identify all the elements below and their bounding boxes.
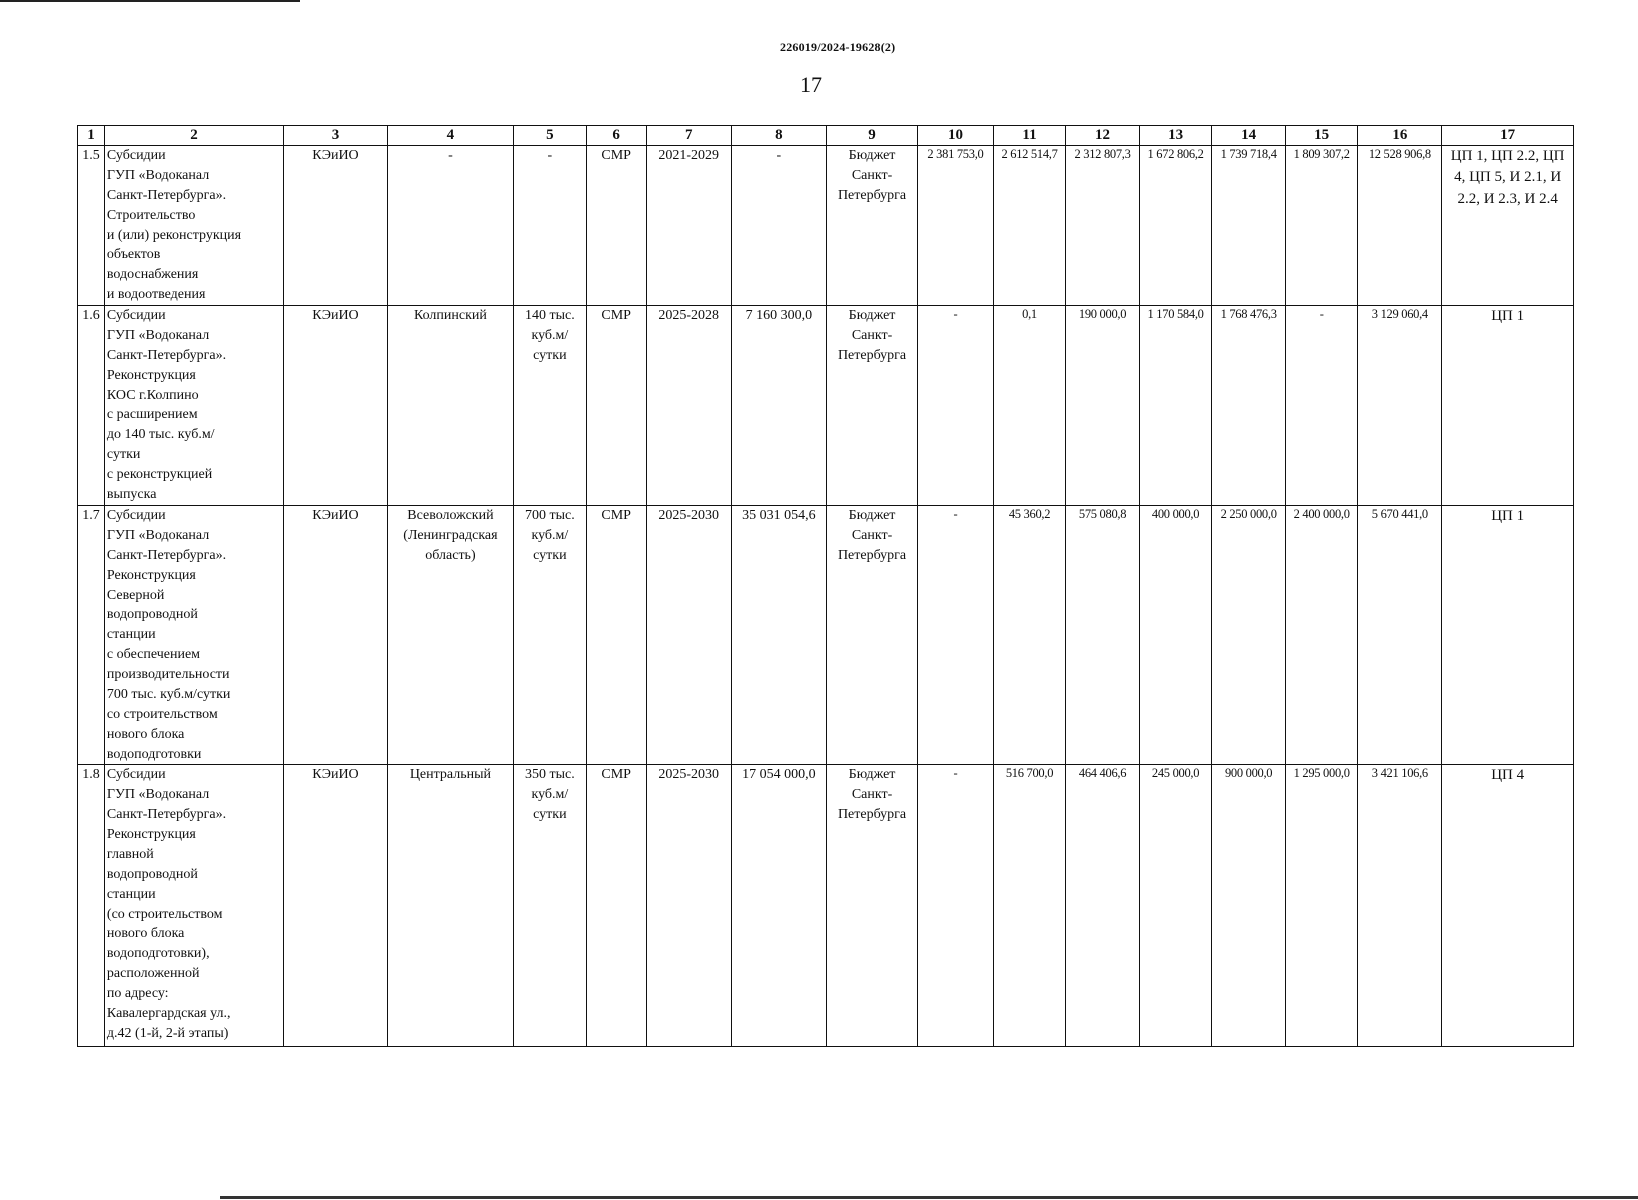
- amount-col-13: 245 000,0: [1139, 765, 1212, 1047]
- measure-name-line: выпуска: [106, 486, 157, 502]
- total-cost: 7 160 300,0: [731, 306, 826, 506]
- district: Колпинский: [387, 306, 513, 506]
- measure-name-line: Северной: [106, 587, 165, 603]
- document-registration-number: 226019/2024-19628(2): [780, 40, 896, 54]
- subsidies-table: [77, 125, 1574, 1047]
- amount-col-10: -: [918, 506, 994, 765]
- amount-col-11: 2 612 514,7: [993, 146, 1066, 306]
- amount-col-12: 190 000,0: [1066, 306, 1140, 506]
- column-number: 6: [586, 126, 646, 146]
- table-row: [78, 506, 1574, 765]
- measure-name-line: Кавалергардская ул.,: [106, 1005, 231, 1021]
- measure-name-line: водопроводной: [106, 607, 198, 623]
- measure-name-line: станции: [106, 886, 156, 902]
- measure-name-line: Санкт-Петербурга».: [106, 187, 227, 203]
- measure-name-line: (со строительством: [106, 906, 223, 922]
- amount-col-11: 45 360,2: [993, 506, 1066, 765]
- column-number: 11: [993, 126, 1066, 146]
- measure-name-line: Субсидии: [106, 148, 166, 163]
- work-type: СМР: [586, 506, 646, 765]
- period: 2025-2028: [646, 306, 731, 506]
- column-number: 12: [1066, 126, 1140, 146]
- period: 2021-2029: [646, 146, 731, 306]
- goal-indicators: ЦП 1: [1442, 506, 1574, 765]
- measure-name-line: со строительством: [106, 706, 218, 722]
- column-number: 10: [918, 126, 994, 146]
- measure-name-line: Реконструкция: [106, 367, 196, 383]
- measure-name-line: ГУП «Водоканал: [106, 787, 210, 803]
- measure-name-line: водоснабжения: [106, 267, 199, 283]
- measure-name-line: нового блока: [106, 726, 185, 742]
- scan-edge-bottom: [220, 1196, 1638, 1199]
- measure-name: [104, 765, 283, 1047]
- amount-col-16-total: 3 421 106,6: [1358, 765, 1442, 1047]
- row-number: 1.7: [78, 506, 105, 765]
- measure-name-line: станции: [106, 627, 156, 643]
- column-number: 17: [1442, 126, 1574, 146]
- measure-name-line: Санкт-Петербурга».: [106, 547, 227, 563]
- column-number: 7: [646, 126, 731, 146]
- column-number: 13: [1139, 126, 1212, 146]
- column-number: 14: [1212, 126, 1286, 146]
- measure-name-line: с расширением: [106, 407, 198, 423]
- measure-name-line: д.42 (1-й, 2-й этапы): [106, 1025, 229, 1041]
- measure-name-line: водопроводной: [106, 866, 198, 882]
- column-number: 1: [78, 126, 105, 146]
- district: -: [387, 146, 513, 306]
- amount-col-11: 0,1: [993, 306, 1066, 506]
- measure-name-line: 700 тыс. куб.м/сутки: [106, 686, 231, 702]
- measure-name-line: Субсидии: [106, 508, 166, 523]
- column-number-row: [78, 126, 1574, 146]
- district: Всеволожский (Ленинградская область): [387, 506, 513, 765]
- amount-col-16-total: 12 528 906,8: [1358, 146, 1442, 306]
- amount-col-16-total: 5 670 441,0: [1358, 506, 1442, 765]
- amount-col-10: -: [918, 765, 994, 1047]
- amount-col-13: 400 000,0: [1139, 506, 1212, 765]
- amount-col-14: 1 768 476,3: [1212, 306, 1286, 506]
- table-row: [78, 765, 1574, 1047]
- amount-col-12: 575 080,8: [1066, 506, 1140, 765]
- executor: КЭиИО: [284, 765, 388, 1047]
- measure-name-line: с реконструкцией: [106, 467, 213, 482]
- row-number: 1.8: [78, 765, 105, 1047]
- amount-col-15: 1 809 307,2: [1285, 146, 1358, 306]
- amount-col-15: 2 400 000,0: [1285, 506, 1358, 765]
- measure-name-line: Санкт-Петербурга».: [106, 347, 227, 363]
- amount-col-16-total: 3 129 060,4: [1358, 306, 1442, 506]
- amount-col-14: 1 739 718,4: [1212, 146, 1286, 306]
- amount-col-15: -: [1285, 306, 1358, 506]
- column-number: 15: [1285, 126, 1358, 146]
- funding-source: Бюджет Санкт-Петербурга: [826, 306, 917, 506]
- measure-name-line: нового блока: [106, 926, 185, 942]
- period: 2025-2030: [646, 765, 731, 1047]
- measure-name-line: производительности: [106, 667, 230, 682]
- funding-source: Бюджет Санкт-Петербурга: [826, 506, 917, 765]
- scan-edge-top: [0, 0, 300, 2]
- column-number: 3: [284, 126, 388, 146]
- measure-name-line: и водоотведения: [106, 287, 206, 303]
- measure-name-line: с обеспечением: [106, 647, 201, 663]
- measure-name-line: КОС г.Колпино: [106, 387, 199, 403]
- goal-indicators: ЦП 1, ЦП 2.2, ЦП 4, ЦП 5, И 2.1, И 2.2, И 2.3, И 2.4: [1442, 146, 1574, 306]
- measure-name-line: Реконструкция: [106, 567, 196, 583]
- measure-name-line: сутки: [106, 447, 141, 463]
- funding-source: Бюджет Санкт-Петербурга: [826, 765, 917, 1047]
- table-row: [78, 306, 1574, 506]
- measure-name-line: расположенной: [106, 966, 200, 982]
- column-number: 9: [826, 126, 917, 146]
- goal-indicators: ЦП 4: [1442, 765, 1574, 1047]
- amount-col-15: 1 295 000,0: [1285, 765, 1358, 1047]
- row-number: 1.5: [78, 146, 105, 306]
- amount-col-10: -: [918, 306, 994, 506]
- funding-source: Бюджет Санкт-Петербурга: [826, 146, 917, 306]
- capacity: 140 тыс. куб.м/ сутки: [514, 306, 587, 506]
- goal-indicators: ЦП 1: [1442, 306, 1574, 506]
- amount-col-11: 516 700,0: [993, 765, 1066, 1047]
- work-type: СМР: [586, 146, 646, 306]
- row-number: 1.6: [78, 306, 105, 506]
- measure-name-line: до 140 тыс. куб.м/: [106, 427, 215, 443]
- measure-name-line: Санкт-Петербурга».: [106, 807, 227, 823]
- measure-name: [104, 506, 283, 765]
- measure-name-line: ГУП «Водоканал: [106, 527, 210, 543]
- district: Центральный: [387, 765, 513, 1047]
- capacity: -: [514, 146, 587, 306]
- page-number: 17: [800, 72, 822, 97]
- measure-name-line: Реконструкция: [106, 827, 196, 842]
- table-row: [78, 146, 1574, 306]
- amount-col-12: 464 406,6: [1066, 765, 1140, 1047]
- column-number: 16: [1358, 126, 1442, 146]
- capacity: 700 тыс. куб.м/ сутки: [514, 506, 587, 765]
- amount-col-13: 1 170 584,0: [1139, 306, 1212, 506]
- column-number: 5: [514, 126, 587, 146]
- period: 2025-2030: [646, 506, 731, 765]
- total-cost: 35 031 054,6: [731, 506, 826, 765]
- measure-name-line: ГУП «Водоканал: [106, 167, 210, 183]
- amount-col-14: 2 250 000,0: [1212, 506, 1286, 765]
- column-number: 2: [104, 126, 283, 146]
- work-type: СМР: [586, 765, 646, 1047]
- measure-name-line: Субсидии: [106, 308, 166, 323]
- measure-name-line: водоподготовки),: [106, 946, 210, 962]
- work-type: СМР: [586, 306, 646, 506]
- capacity: 350 тыс. куб.м/ сутки: [514, 765, 587, 1047]
- executor: КЭиИО: [284, 306, 388, 506]
- column-number: 4: [387, 126, 513, 146]
- total-cost: -: [731, 146, 826, 306]
- executor: КЭиИО: [284, 506, 388, 765]
- amount-col-10: 2 381 753,0: [918, 146, 994, 306]
- executor: КЭиИО: [284, 146, 388, 306]
- measure-name-line: объектов: [106, 247, 161, 263]
- total-cost: 17 054 000,0: [731, 765, 826, 1047]
- measure-name-line: водоподготовки: [106, 746, 202, 762]
- column-number: 8: [731, 126, 826, 146]
- measure-name-line: и (или) реконструкция: [106, 227, 242, 243]
- measure-name-line: главной: [106, 846, 154, 862]
- measure-name-line: по адресу:: [106, 986, 169, 1001]
- measure-name-line: ГУП «Водоканал: [106, 327, 210, 343]
- measure-name-line: Субсидии: [106, 767, 166, 783]
- amount-col-13: 1 672 806,2: [1139, 146, 1212, 306]
- measure-name: [104, 306, 283, 506]
- amount-col-14: 900 000,0: [1212, 765, 1286, 1047]
- measure-name: [104, 146, 283, 306]
- amount-col-12: 2 312 807,3: [1066, 146, 1140, 306]
- measure-name-line: Строительство: [106, 207, 196, 223]
